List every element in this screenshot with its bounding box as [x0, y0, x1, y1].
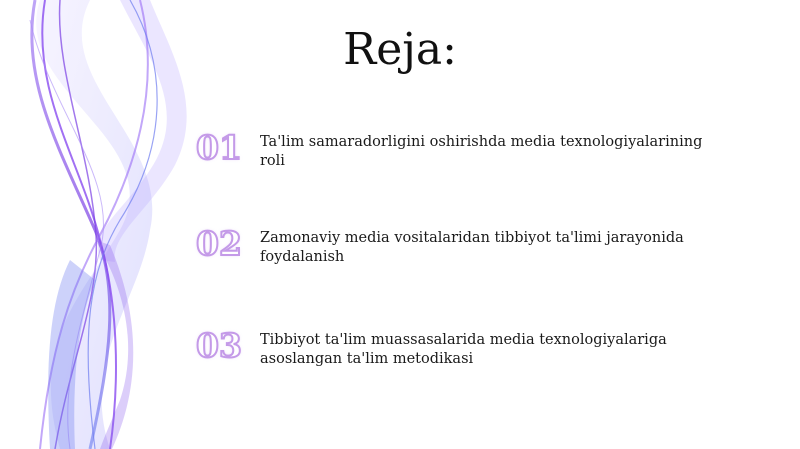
agenda-item-number: 02	[196, 224, 242, 263]
agenda-item-text: Zamonaviy media vositalaridan tibbiyot ta'limi jarayonida foydalanish	[260, 230, 684, 265]
agenda-item	[196, 322, 756, 382]
agenda-item-text: Tibbiyot ta'lim muassasalarida media texnologiyalariga asoslangan ta'lim metodikasi	[260, 332, 667, 367]
agenda-item-number: 03	[196, 326, 242, 365]
agenda-item	[196, 124, 756, 184]
slide-title: Reja:	[343, 24, 457, 75]
agenda-item	[196, 220, 756, 280]
agenda-item-number: 01	[196, 128, 242, 167]
agenda-item-text: Ta'lim samaradorligini oshirishda media texnologiyalarining roli	[260, 134, 703, 169]
